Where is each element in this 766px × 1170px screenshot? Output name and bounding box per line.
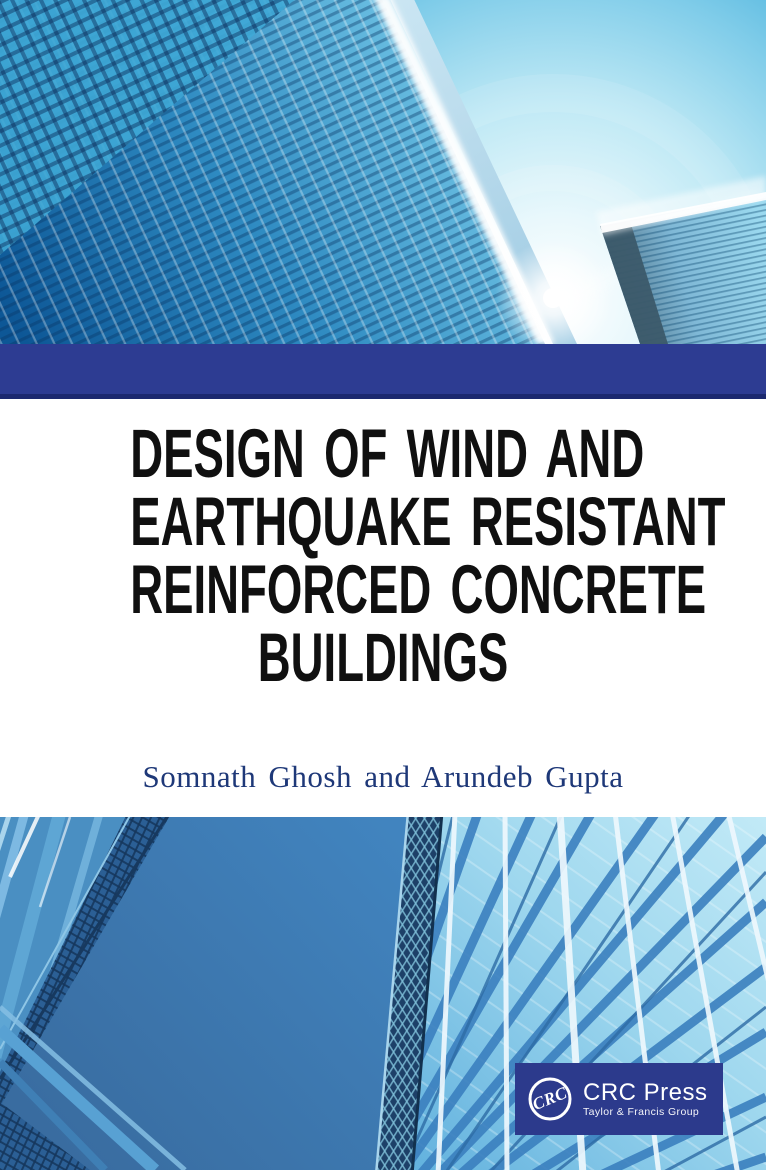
title-line-2: EARTHQUAKE RESISTANT [130, 483, 726, 560]
title-line-1: DESIGN OF WIND AND [130, 415, 645, 492]
author-names: Somnath Ghosh and Arundeb Gupta [142, 759, 624, 794]
publisher-group: Taylor & Francis Group [583, 1105, 700, 1118]
divider-band [0, 344, 766, 399]
title-line-3: REINFORCED CONCRETE [130, 551, 707, 628]
crc-monogram-text: CRC [529, 1083, 570, 1114]
title-line-4: BUILDINGS [257, 619, 509, 696]
top-photo-illustration [0, 0, 766, 344]
crc-monogram-circle [527, 1076, 573, 1122]
book-title [0, 415, 766, 696]
publisher-logo [515, 1063, 723, 1135]
publisher-name: CRC Press [583, 1078, 708, 1106]
publisher-text-block [583, 1080, 708, 1119]
